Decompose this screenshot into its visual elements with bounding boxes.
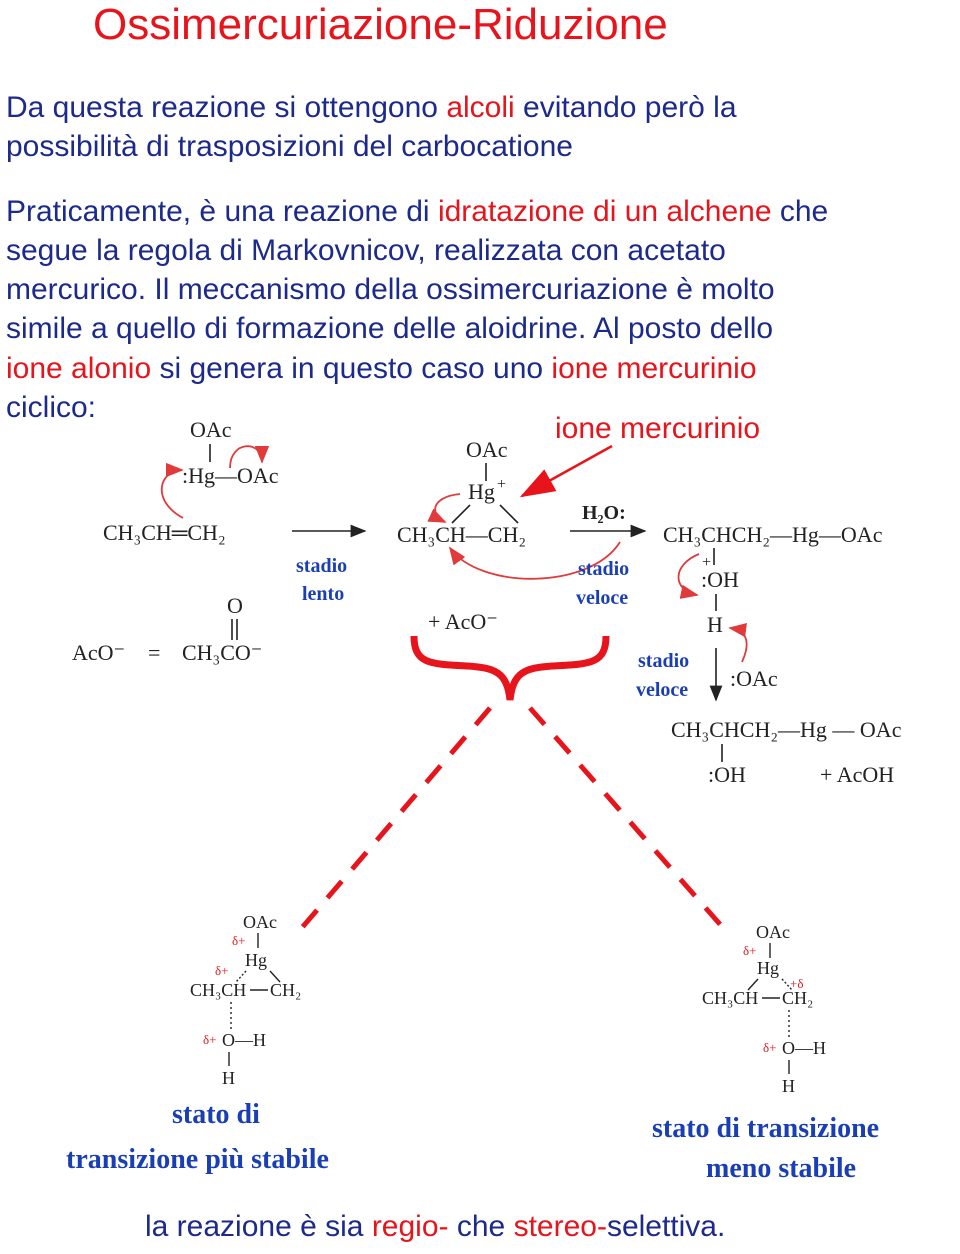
water: H₂O: [582, 502, 626, 524]
intro-line-2: possibilità di trasposizioni del carbocatione [6, 130, 573, 163]
alcoli-highlight: alcoli [446, 91, 515, 124]
ts-left-oac: OAc [243, 912, 277, 932]
footer-text: selettiva. [606, 1210, 726, 1243]
ts-right-label-2: meno stabile [706, 1153, 857, 1184]
page-title: Ossimercuriazione-Riduzione [93, 0, 668, 49]
step3-label-a: stadio [638, 650, 690, 672]
ts-right-d3: δ+ [763, 1040, 777, 1055]
footer-text: che [448, 1210, 514, 1243]
body-line-4: simile a quello di formazione delle aloidrine. Al posto dello [6, 312, 774, 345]
ts-left-label-1: stato di [172, 1099, 260, 1130]
callout-label: ione mercurinio [555, 412, 761, 445]
hg-2: Hg [468, 479, 495, 504]
oxonium-oh: :OH [701, 567, 739, 592]
aco-def-left: AcO⁻ [72, 640, 126, 665]
ts-right-d2: +δ [790, 976, 804, 991]
product-2: CH₃CHCH₂—Hg — OAc [671, 717, 902, 742]
curved-arrow [162, 470, 183, 518]
ts-right-oh: O—H [782, 1038, 826, 1058]
ts-left-d2: δ+ [215, 963, 229, 978]
plus-aco: + AcO⁻ [428, 609, 498, 634]
ts-left-hg: Hg [245, 950, 267, 970]
ts-left-label-2: transizione più stabile [66, 1144, 329, 1175]
hg-charge: + [497, 476, 507, 493]
acoh: + AcOH [820, 762, 895, 787]
oac-top-1: OAc [190, 417, 232, 442]
alkene: CH₃CH═CH₂ [103, 520, 226, 545]
footer-sentence [145, 1210, 725, 1244]
oxonium-h: H [707, 612, 723, 637]
ts-left-d1: δ+ [232, 933, 246, 948]
idratazione-highlight: idratazione di un alchene [437, 195, 772, 228]
red-dashed-line-left [300, 708, 490, 930]
ts-right-ch2: CH₂ [782, 988, 814, 1008]
ts-left-oh: O—H [222, 1030, 266, 1050]
aco-def-right: CH₃CO⁻ [182, 640, 263, 665]
ts-left-h: H [222, 1068, 235, 1088]
step1-label-b: lento [302, 583, 345, 605]
ione-alonio-highlight: ione alonio [6, 352, 152, 385]
intro-text: evitando però la [514, 91, 737, 124]
callout-arrow [522, 446, 612, 496]
ts-left-ch2: CH₂ [270, 980, 302, 1000]
ts-right-d1: δ+ [743, 943, 757, 958]
aco-def-eq: = [148, 640, 161, 665]
hg-oac-1: :Hg—OAc [182, 463, 279, 488]
bond [500, 505, 518, 523]
body-text: Praticamente, è una reazione di [6, 195, 438, 228]
stereo-highlight: stereo- [513, 1210, 607, 1243]
product-1: CH₃CHCH₂—Hg—OAc [663, 522, 883, 547]
aco-def-o: O [227, 593, 243, 618]
step2-label-b: veloce [576, 587, 629, 609]
ts-right-hg: Hg [757, 958, 779, 978]
regio-highlight: regio- [371, 1210, 449, 1243]
step2-label-a: stadio [578, 558, 630, 580]
ts-left-d3: δ+ [203, 1032, 217, 1047]
red-brace [414, 636, 606, 700]
acetate: :OAc [730, 666, 778, 691]
alcohol-oh: :OH [708, 762, 746, 787]
oac-top-2: OAc [466, 437, 508, 462]
cation: CH₃CH—CH₂ [397, 522, 527, 547]
step1-label-a: stadio [296, 555, 348, 577]
intro-text: Da questa reazione si ottengono [6, 91, 447, 124]
curved-arrow [730, 628, 747, 662]
ione-mercurinio-highlight: ione mercurinio [551, 352, 757, 385]
oxonium-plus: + [702, 554, 712, 571]
footer-text: la reazione è sia [145, 1210, 372, 1243]
body-line-6: ciclico: [6, 391, 97, 424]
curved-arrow [678, 554, 699, 595]
ts-right-oac: OAc [756, 922, 790, 942]
bond [452, 505, 470, 523]
ts-right-chain: CH₃CH [702, 988, 759, 1008]
body-text: si genera in questo caso uno [151, 352, 552, 385]
body-line-3: mercurico. Il meccanismo della ossimercuriazione è molto [6, 273, 775, 306]
step3-label-b: veloce [636, 679, 689, 701]
ts-left-chain: CH₃CH [190, 980, 247, 1000]
body-text: che [771, 195, 829, 228]
body-line-2: segue la regola di Markovnicov, realizzata con acetato [6, 234, 726, 267]
ts-right-h: H [782, 1076, 795, 1096]
ts-right-label-1: stato di transizione [652, 1113, 880, 1144]
